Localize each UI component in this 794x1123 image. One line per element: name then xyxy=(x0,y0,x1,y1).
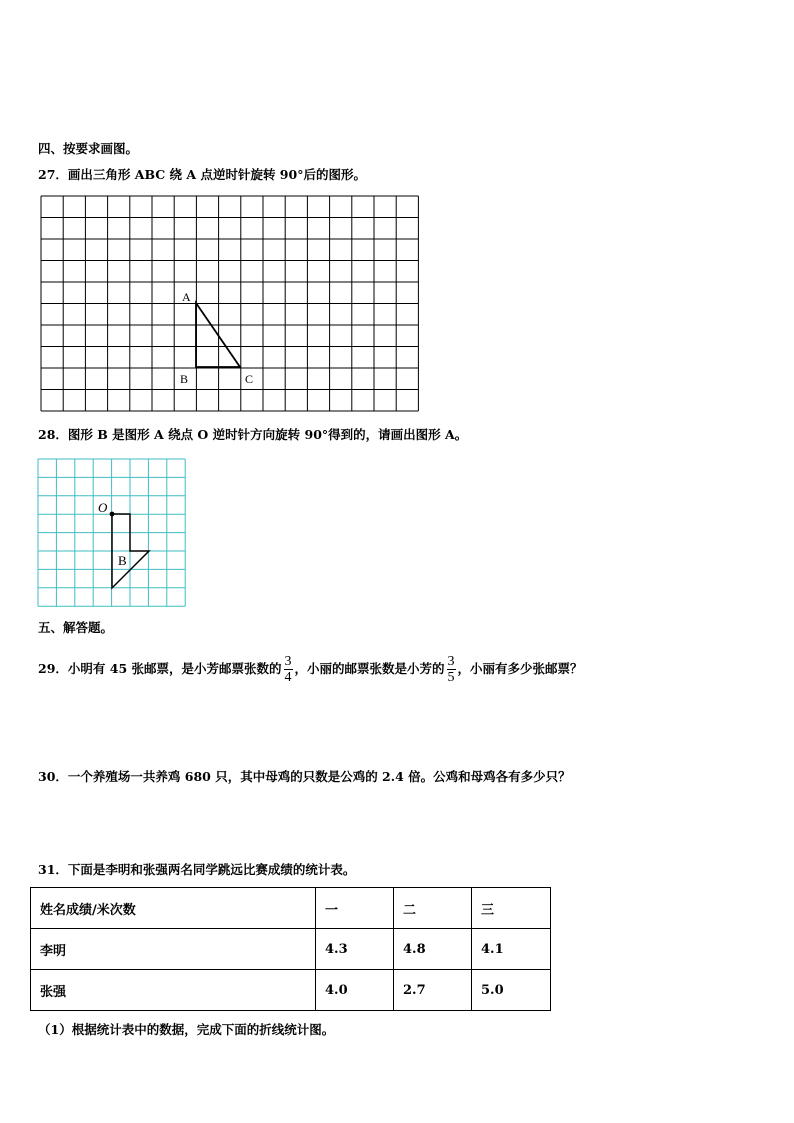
label-b: B xyxy=(180,372,189,386)
table-cell: 李明 xyxy=(31,929,316,970)
label-figure-b: B xyxy=(118,553,127,568)
label-c: C xyxy=(245,372,254,386)
table-cell: 2.7 xyxy=(394,970,472,1011)
table-cell: 5.0 xyxy=(472,970,551,1011)
question-29-text xyxy=(38,652,583,686)
table-header-row xyxy=(31,888,551,929)
question-31-sub1-text: （1）根据统计表中的数据，完成下面的折线统计图。 xyxy=(38,1022,335,1037)
point-o xyxy=(110,512,115,517)
question-28-text: 28．图形 B 是图形 A 绕点 O 逆时针方向旋转 90°得到的，请画出图形 A。 xyxy=(38,427,468,442)
label-o: O xyxy=(98,500,108,515)
table-row xyxy=(31,970,551,1011)
q29-part2: ，小丽的邮票张数是小芳的 xyxy=(294,661,445,676)
q27-grid-figure xyxy=(41,196,419,412)
table-cell: 4.8 xyxy=(394,929,472,970)
triangle-abc xyxy=(196,303,240,367)
section-heading-solve: 五、解答题。 xyxy=(38,620,114,635)
q27-grid xyxy=(41,196,418,411)
table-cell: 4.3 xyxy=(316,929,394,970)
table-header-cell: 二 xyxy=(394,888,472,929)
table-header-cell: 三 xyxy=(472,888,551,929)
table-row xyxy=(31,929,551,970)
question-31-text: 31．下面是李明和张强两名同学跳远比赛成绩的统计表。 xyxy=(38,862,356,877)
q29-part1: 29．小明有 45 张邮票，是小芳邮票张数的 xyxy=(38,661,282,676)
table-cell: 4.1 xyxy=(472,929,551,970)
section-heading-draw: 四、按要求画图。 xyxy=(38,141,139,156)
fraction-three-quarters: $\frac{3}{4}$ xyxy=(284,654,292,685)
jump-score-table xyxy=(30,887,551,1011)
table-cell: 张强 xyxy=(31,970,316,1011)
table-cell: 4.0 xyxy=(316,970,394,1011)
label-a: A xyxy=(182,290,191,304)
table-header-cell: 一 xyxy=(316,888,394,929)
q28-grid-figure xyxy=(38,459,186,607)
table-header-cell: 姓名成绩/米次数 xyxy=(31,888,316,929)
fraction-three-fifths: $\frac{3}{5}$ xyxy=(447,654,455,685)
question-30-text: 30．一个养殖场一共养鸡 680 只，其中母鸡的只数是公鸡的 2.4 倍。公鸡和母鸡各有多少只？ xyxy=(38,769,571,784)
question-27-text: 27．画出三角形 ABC 绕 A 点逆时针旋转 90°后的图形。 xyxy=(38,167,366,182)
q29-part3: ，小丽有多少张邮票？ xyxy=(457,661,583,676)
